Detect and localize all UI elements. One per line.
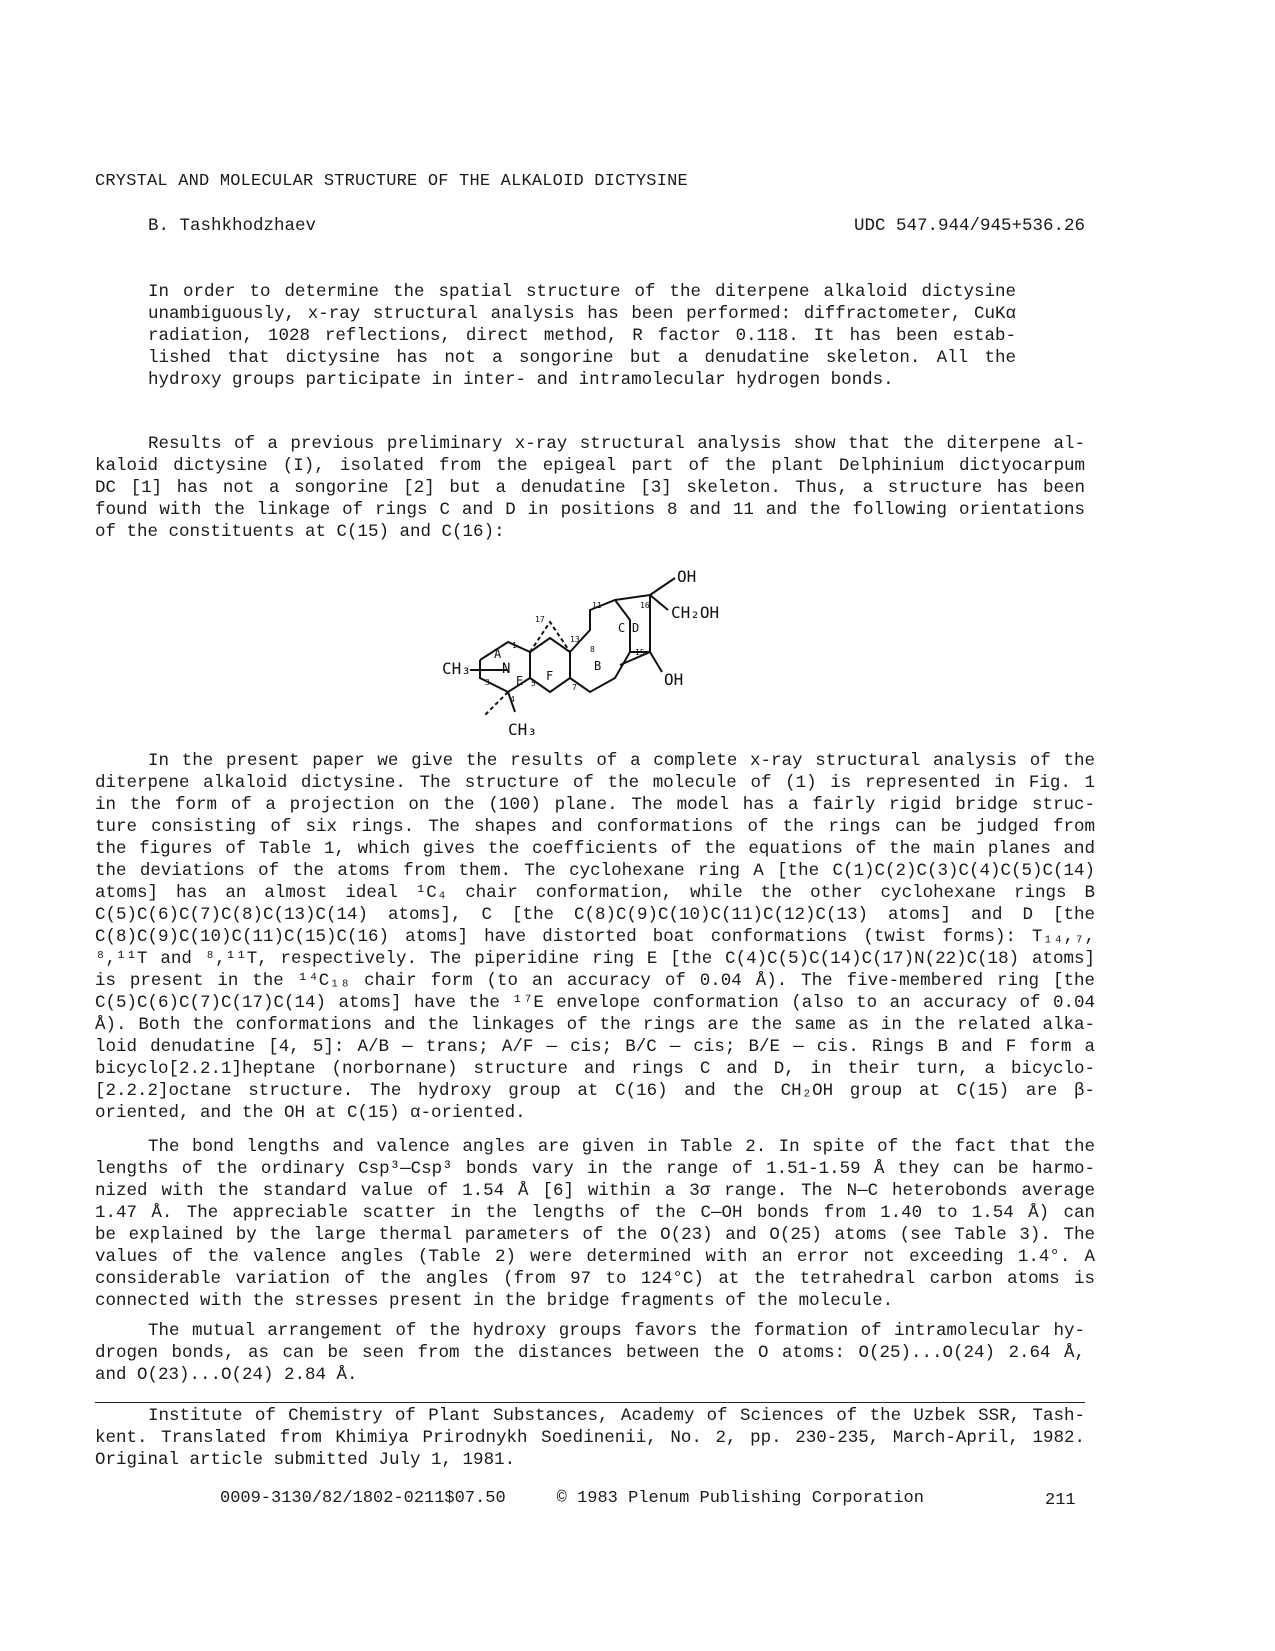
body-line: nized with the standard value of 1.54 Å [6] within a 3σ range. The N—C heterobonds average [95, 1181, 1095, 1201]
abstract-line: In order to determine the spatial structure of the diterpene alkaloid dictysine [148, 282, 1016, 302]
body-line: C(5)C(6)C(7)C(17)C(14) atoms] have the ¹⁷E envelope conformation (also to an accuracy of 0.04 [95, 993, 1095, 1013]
body-line: the figures of Table 1, which gives the coefficients of the equations of the main planes and [95, 839, 1095, 859]
body-line: connected with the stresses present in the bridge fragments of the molecule. [95, 1291, 894, 1311]
intro-line: DC [1] has not a songorine [2] but a denudatine [3] skeleton. Thus, a structure has been [95, 478, 1085, 498]
body-line: considerable variation of the angles (from 97 to 124°C) at the tetrahedral carbon atoms is [95, 1269, 1095, 1289]
author-name: B. Tashkhodzhaev [148, 216, 317, 236]
oh-top-label: OH [677, 567, 697, 586]
footnote-line: Original article submitted July 1, 1981. [95, 1450, 516, 1470]
atom-number: 5 [531, 679, 536, 688]
body-line: atoms] has an almost ideal ¹C₄ chair conformation, while the other cyclohexane rings B [95, 883, 1095, 903]
atom-number: 4 [510, 695, 515, 704]
publication-footer [220, 1489, 924, 1508]
atom-number: 15 [635, 648, 645, 657]
atom-number: 8 [590, 645, 595, 654]
body-line: ⁸,¹¹T and ⁸,¹¹T, respectively. The piperidine ring E [the C(4)C(5)C(14)C(17)N(22)C(18) atoms] [95, 949, 1095, 969]
atom-number: 7 [572, 683, 577, 692]
body-line: is present in the ¹⁴C₁₈ chair form (to an accuracy of 0.04 Å). The five-membered ring [the [95, 971, 1095, 991]
body-line: values of the valence angles (Table 2) were determined with an error not exceeding 1.4°. A [95, 1247, 1095, 1267]
body-line: bicyclo[2.2.1]heptane (norbornane) structure and rings C and D, in their turn, a bicyclo- [95, 1059, 1095, 1079]
body-line: drogen bonds, as can be seen from the distances between the O atoms: O(25)...O(24) 2.64 Å, [95, 1343, 1085, 1363]
footnote-line: kent. Translated from Khimiya Prirodnykh Soedinenii, No. 2, pp. 230-235, March-April, 1982. [95, 1428, 1085, 1448]
body-line: the deviations of the atoms from them. The cyclohexane ring A [the C(1)C(2)C(3)C(4)C(5)C(14) [95, 861, 1095, 881]
ch2oh-label: CH₂OH [671, 603, 720, 622]
intro-line: found with the linkage of rings C and D in positions 8 and 11 and the following orientations [95, 500, 1085, 520]
atom-number: 13 [570, 635, 580, 644]
abstract-line: radiation, 1028 reflections, direct method, R factor 0.118. It has been estab- [148, 326, 1016, 346]
ring-label-b: B [594, 659, 602, 673]
ring-label-a: A [494, 647, 502, 661]
copyright-notice: © 1983 Plenum Publishing Corporation [556, 1489, 924, 1508]
atom-number: 1 [512, 641, 517, 650]
body-line: The mutual arrangement of the hydroxy groups favors the formation of intramolecular hy- [148, 1321, 1085, 1341]
ring-label-c: C [618, 621, 626, 635]
abstract [148, 281, 1016, 391]
results-paragraph [95, 750, 1095, 1124]
body-line: diterpene alkaloid dictysine. The structure of the molecule of (1) is represented in Fig. 1 [95, 773, 1095, 793]
abstract-line: unambiguously, x-ray structural analysis has been performed: diffractometer, CuKα [148, 304, 1016, 324]
atom-number: 3 [485, 678, 490, 687]
body-line: C(5)C(6)C(7)C(8)C(13)C(14) atoms], C [the C(8)C(9)C(10)C(11)C(12)C(13) atoms] and D [the [95, 905, 1095, 925]
abstract-line: hydroxy groups participate in inter- and intramolecular hydrogen bonds. [148, 370, 894, 390]
body-line: lengths of the ordinary Csp³—Csp³ bonds vary in the range of 1.51-1.59 Å they can be harmo- [95, 1159, 1095, 1179]
article-title: CRYSTAL AND MOLECULAR STRUCTURE OF THE ALKALOID DICTYSINE [95, 172, 688, 191]
body-line: in the form of a projection on the (100) plane. The model has a fairly rigid bridge struc- [95, 795, 1095, 815]
page-number: 211 [1045, 1491, 1076, 1510]
abstract-line: lished that dictysine has not a songorine but a denudatine skeleton. All the [148, 348, 1016, 368]
footnote-divider [95, 1402, 1085, 1403]
intro-line: kaloid dictysine (I), isolated from the epigeal part of the plant Delphinium dictyocarpum [95, 456, 1085, 476]
ring-label-d: D [632, 621, 640, 635]
ch3-left-label: CH₃ [442, 659, 471, 678]
bond-lengths-paragraph [95, 1136, 1095, 1312]
body-line: [2.2.2]octane structure. The hydroxy group at C(16) and the CH₂OH group at C(15) are β- [95, 1081, 1095, 1101]
oh-right-label: OH [664, 670, 684, 689]
body-line: C(8)C(9)C(10)C(11)C(15)C(16) atoms] have distorted boat conformations (twist forms): T₁₄,₇, [95, 927, 1095, 947]
footnote [95, 1405, 1085, 1471]
atom-number: 11 [592, 601, 602, 610]
udc-code: UDC 547.944/945+536.26 [853, 216, 1085, 236]
ring-label-e: E [516, 674, 524, 688]
body-line: ture consisting of six rings. The shapes and conformations of the rings can be judged from [95, 817, 1095, 837]
atom-number: 16 [640, 601, 650, 610]
intro-paragraph [95, 433, 1085, 543]
body-line: 1.47 Å. The appreciable scatter in the lengths of the C—OH bonds from 1.40 to 1.54 Å) can [95, 1203, 1095, 1223]
hydrogen-bonds-paragraph [95, 1320, 1085, 1386]
body-line: be explained by the large thermal parameters of the O(23) and O(25) atoms (see Table 3). The [95, 1225, 1095, 1245]
body-line: and O(23)...O(24) 2.84 Å. [95, 1365, 358, 1385]
body-line: Å). Both the conformations and the linkages of the rings are the same as in the related alka- [95, 1015, 1095, 1035]
body-line: In the present paper we give the results of a complete x-ray structural analysis of the [148, 751, 1095, 771]
intro-line: Results of a previous preliminary x-ray structural analysis show that the diterpene al- [148, 434, 1085, 454]
body-line: The bond lengths and valence angles are given in Table 2. In spite of the fact that the [148, 1137, 1095, 1157]
document-code: 0009-3130/82/1802-0211$07.50 [220, 1489, 506, 1508]
ring-label-f: F [546, 669, 554, 683]
nitrogen-label: N [502, 661, 511, 677]
dictysine-structure-figure [430, 560, 760, 750]
atom-number: 17 [535, 615, 545, 624]
ch3-bottom-label: CH₃ [508, 720, 537, 739]
intro-line: of the constituents at C(15) and C(16): [95, 522, 505, 542]
footnote-line: Institute of Chemistry of Plant Substances, Academy of Sciences of the Uzbek SSR, Tash- [148, 1406, 1085, 1426]
body-line: loid denudatine [4, 5]: A/B — trans; A/F — cis; B/C — cis; B/E — cis. Rings B and F form a [95, 1037, 1095, 1057]
body-line: oriented, and the OH at C(15) α-oriented. [95, 1103, 526, 1123]
